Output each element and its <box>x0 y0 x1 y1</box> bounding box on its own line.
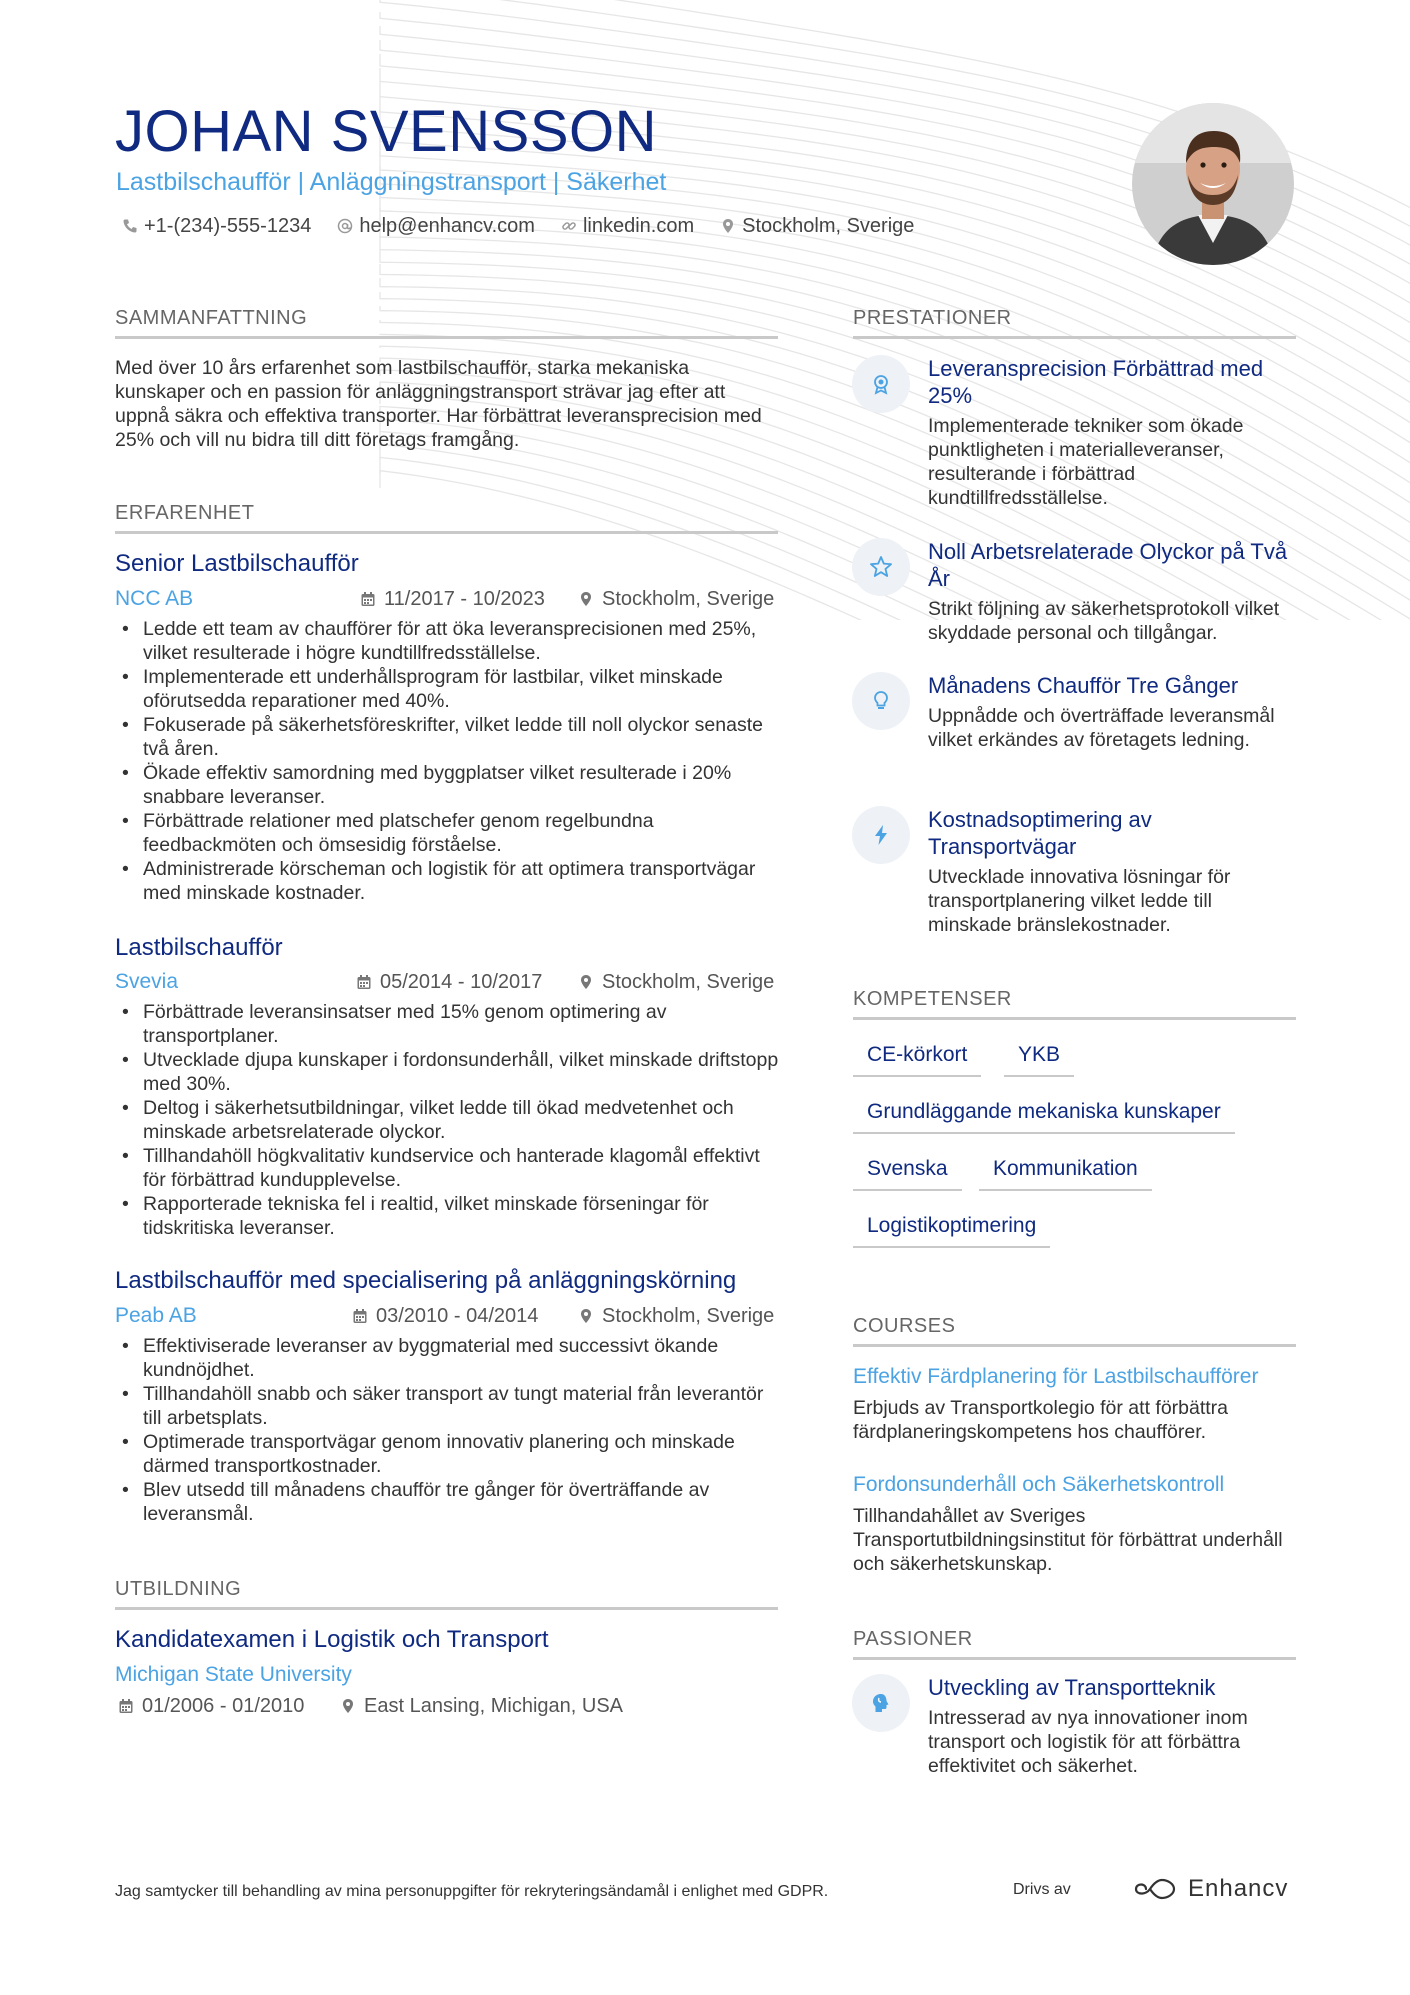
education-dates-text: 01/2006 - 01/2010 <box>142 1695 305 1717</box>
link-icon <box>561 218 577 234</box>
job-bullets <box>115 1000 780 1240</box>
location-icon <box>578 591 594 607</box>
profile-photo <box>1132 103 1294 265</box>
section-title-skills: KOMPETENSER <box>853 987 1296 1020</box>
achievement-desc: Implementerade tekniker som ökade punktligheten i materialleveranser, resulterande i förbättrad kundtillfredsställelse. <box>928 415 1244 509</box>
job-dates <box>352 1303 538 1329</box>
list-item: • Tillhandahöll högkvalitativ kundservice och hanterade klagomål effektivt för förbättrad kundupplevelse. <box>115 1144 780 1192</box>
list-item: • Ökade effektiv samordning med byggplatser vilket resulterade i 20% snabbare leveranser. <box>115 761 780 809</box>
summary-text: Med över 10 års erfarenhet som lastbilschaufför, starka mekaniska kunskaper och en passion för anläggningstransport strävar jag efter att uppnå säkra och effektiva transporter. Har förbättrat leveransprecision med 25% och vill nu bidra till ditt företags framgång. <box>115 357 762 451</box>
calendar-icon <box>360 591 376 607</box>
achievement-desc: Uppnådde och överträffade leveransmål vilket erkändes av företagets ledning. <box>928 705 1275 751</box>
skill-tag: YKB <box>1004 1041 1074 1077</box>
list-item: • Förbättrade leveransinsatser med 15% genom optimering av transportplaner. <box>115 1000 780 1048</box>
list-item: • Administrerade körscheman och logistik för att optimera transportvägar med minskade kostnader. <box>115 857 780 905</box>
location-icon <box>340 1698 356 1714</box>
achievement-desc: Strikt följning av säkerhetsprotokoll vilket skyddade personal och tillgångar. <box>928 598 1280 644</box>
bolt-icon <box>852 806 910 864</box>
list-item: • Förbättrade relationer med platschefer genom regelbundna feedbackmöten och ömsesidig förståelse. <box>115 809 780 857</box>
course-title: Effektiv Färdplanering för Lastbilschaufförer <box>853 1365 1259 1388</box>
location-icon <box>578 974 594 990</box>
list-item: • Rapporterade tekniska fel i realtid, vilket minskade förseningar för tidskritiska leveranser. <box>115 1192 780 1240</box>
job-dates-text: 03/2010 - 04/2014 <box>376 1305 539 1327</box>
award-icon <box>852 355 910 413</box>
location-icon <box>720 218 736 234</box>
contact-location-text: Stockholm, Sverige <box>742 215 915 237</box>
candidate-headline: Lastbilschaufför | Anläggningstransport | Säkerhet <box>116 168 667 196</box>
contact-email-text: help@enhancv.com <box>359 215 535 237</box>
job-company: NCC AB <box>115 587 194 610</box>
list-item: • Utvecklade djupa kunskaper i fordonsunderhåll, vilket minskade driftstopp med 30%. <box>115 1048 780 1096</box>
education-location <box>340 1693 623 1719</box>
course-title: Fordonsunderhåll och Säkerhetskontroll <box>853 1473 1225 1496</box>
job-company: Svevia <box>115 970 179 993</box>
skill-tag: Logistikoptimering <box>853 1212 1050 1248</box>
at-icon <box>337 218 353 234</box>
education-school: Michigan State University <box>115 1663 352 1686</box>
infinity-logo-icon <box>1132 1876 1178 1902</box>
list-item: • Optimerade transportvägar genom innovativ planering och minskade därmed transportkostnader. <box>115 1430 780 1478</box>
section-title-experience: ERFARENHET <box>115 501 778 534</box>
education-degree: Kandidatexamen i Logistik och Transport <box>115 1626 549 1653</box>
list-item: • Deltog i säkerhetsutbildningar, vilket ledde till ökad medvetenhet och minskade arbetsrelaterade olyckor. <box>115 1096 780 1144</box>
contact-linkedin[interactable] <box>561 213 694 239</box>
course-desc: Tillhandahållet av Sveriges Transportutbildningsinstitut för förbättrat underhåll och säkerhetskunskap. <box>853 1505 1283 1575</box>
contact-phone-text: +1-(234)-555-1234 <box>144 215 312 237</box>
skill-tag: CE-körkort <box>853 1041 981 1077</box>
contact-email[interactable] <box>337 213 535 239</box>
enhancv-brand: Enhancv <box>1188 1875 1289 1902</box>
list-item: • Blev utsedd till månadens chaufför tre gånger för överträffande av leveransmål. <box>115 1478 780 1526</box>
education-location-text: East Lansing, Michigan, USA <box>364 1695 624 1717</box>
job-location-text: Stockholm, Sverige <box>602 971 775 993</box>
job-bullets <box>115 1334 780 1526</box>
job-location <box>578 586 774 612</box>
list-item: • Ledde ett team av chaufförer för att öka leveransprecisionen med 25%, vilket resulterade i högre kundtillfredsställelse. <box>115 617 780 665</box>
list-item: • Implementerade ett underhållsprogram för lastbilar, vilket minskade oförutsedda reparationer med 40%. <box>115 665 780 713</box>
achievement-title: Månadens Chaufför Tre Gånger <box>928 673 1239 698</box>
lightbulb-icon <box>852 672 910 730</box>
job-location-text: Stockholm, Sverige <box>602 588 775 610</box>
passion-desc: Intresserad av nya innovationer inom transport och logistik för att förbättra effektivitet och säkerhet. <box>928 1707 1248 1777</box>
job-bullets <box>115 617 780 905</box>
gdpr-consent: Jag samtycker till behandling av mina personuppgifter för rekryteringsändamål i enlighet med GDPR. <box>115 1883 829 1900</box>
course-desc: Erbjuds av Transportkolegio för att förbättra färdplaneringskompetens hos chaufförer. <box>853 1397 1229 1443</box>
candidate-name: JOHAN SVENSSON <box>115 99 657 164</box>
list-item: • Effektiviserade leveranser av byggmaterial med successivt ökande kundnöjdhet. <box>115 1334 780 1382</box>
contact-linkedin-text: linkedin.com <box>582 215 695 237</box>
powered-by-label: Drivs av <box>1013 1881 1071 1898</box>
skill-tag: Kommunikation <box>979 1155 1152 1191</box>
job-location <box>578 1303 774 1329</box>
brain-icon <box>852 1674 910 1732</box>
contact-bar <box>122 213 914 239</box>
achievement-desc: Utvecklade innovativa lösningar för transportplanering vilket ledde till minskade bränslekostnader. <box>928 866 1231 936</box>
calendar-icon <box>356 974 372 990</box>
section-title-education: UTBILDNING <box>115 1577 778 1610</box>
achievement-title: Noll Arbetsrelaterade Olyckor på Två År <box>928 539 1288 591</box>
job-dates-text: 11/2017 - 10/2023 <box>384 588 545 610</box>
passion-title: Utveckling av Transportteknik <box>928 1675 1216 1700</box>
job-title: Senior Lastbilschaufför <box>115 550 359 577</box>
location-icon <box>578 1308 594 1324</box>
job-company: Peab AB <box>115 1304 197 1327</box>
calendar-icon <box>118 1698 134 1714</box>
job-title: Lastbilschaufför med specialisering på anläggningskörning <box>115 1267 737 1294</box>
achievement-title: Leveransprecision Förbättrad med 25% <box>928 356 1264 408</box>
section-title-achievements: PRESTATIONER <box>853 306 1296 339</box>
section-title-courses: COURSES <box>853 1314 1296 1347</box>
job-title: Lastbilschaufför <box>115 934 283 961</box>
job-location-text: Stockholm, Sverige <box>602 1305 775 1327</box>
list-item: • Tillhandahöll snabb och säker transport av tungt material från leverantör till arbetsplats. <box>115 1382 780 1430</box>
education-dates <box>118 1693 304 1719</box>
achievement-title: Kostnadsoptimering av Transportvägar <box>928 807 1152 859</box>
job-dates <box>360 586 545 612</box>
list-item: • Fokuserade på säkerhetsföreskrifter, vilket ledde till noll olyckor senaste två åren. <box>115 713 780 761</box>
job-dates <box>356 969 542 995</box>
skill-tag: Svenska <box>853 1155 962 1191</box>
enhancv-logo[interactable] <box>1132 1875 1288 1903</box>
job-location <box>578 969 774 995</box>
skill-tag: Grundläggande mekaniska kunskaper <box>853 1098 1235 1134</box>
job-dates-text: 05/2014 - 10/2017 <box>380 971 543 993</box>
calendar-icon <box>352 1308 368 1324</box>
contact-location <box>720 213 914 239</box>
contact-phone[interactable] <box>122 213 311 239</box>
section-title-passions: PASSIONER <box>853 1627 1296 1660</box>
section-title-summary: SAMMANFATTNING <box>115 306 778 339</box>
phone-icon <box>122 218 138 234</box>
star-icon <box>852 538 910 596</box>
